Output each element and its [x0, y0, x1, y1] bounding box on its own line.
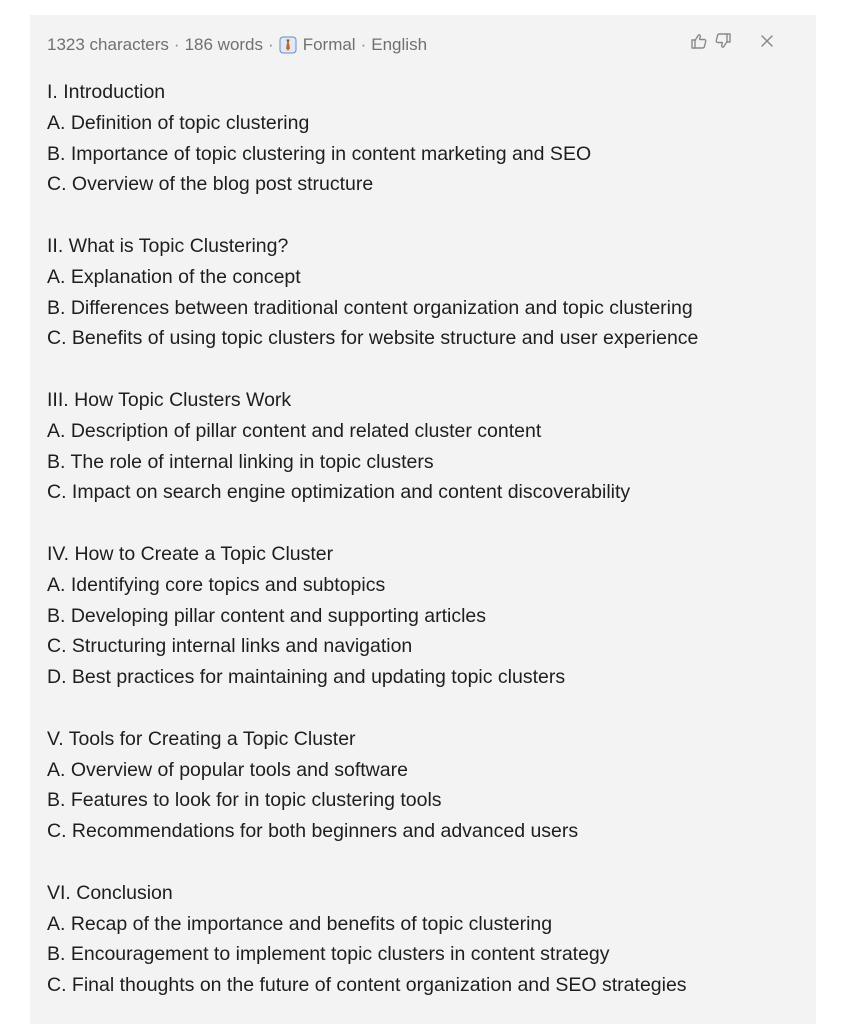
section-item: A. Description of pillar content and related cluster content: [47, 419, 542, 442]
section-item: B. Differences between traditional content organization and topic clustering: [47, 296, 693, 319]
close-icon: [760, 34, 774, 53]
section-item: C. Overview of the blog post structure: [47, 173, 374, 196]
section-item: B. Features to look for in topic clustering tools: [47, 789, 442, 812]
section-item: C. Structuring internal links and navigation: [47, 635, 413, 658]
character-count: 1323 characters: [47, 35, 169, 54]
section-item: C. Recommendations for both beginners and advanced users: [47, 820, 579, 843]
outline-section: [47, 539, 799, 693]
separator: ·: [173, 35, 180, 54]
tie-icon: [279, 36, 297, 54]
thumbs-up-icon: [690, 32, 708, 55]
outline-section: [47, 231, 799, 354]
language-label: English: [371, 35, 428, 54]
section-item: A. Overview of popular tools and software: [47, 758, 408, 781]
word-count: 186 words: [184, 35, 264, 54]
close-button[interactable]: [755, 31, 779, 55]
section-item: D. Best practices for maintaining and updating topic clusters: [47, 666, 566, 689]
text-stats: [47, 35, 427, 55]
thumbs-up-button[interactable]: [687, 31, 711, 55]
section-heading: I. Introduction: [47, 81, 166, 103]
result-panel: [30, 15, 816, 1024]
section-heading: VI. Conclusion: [47, 881, 173, 904]
section-heading: III. How Topic Clusters Work: [47, 388, 292, 411]
section-item: C. Benefits of using topic clusters for website structure and user experience: [47, 327, 699, 350]
outline-text: [47, 77, 799, 1001]
section-item: C. Impact on search engine optimization and content discoverability: [47, 481, 631, 504]
outline-section: [47, 878, 799, 1001]
section-item: B. Importance of topic clustering in content marketing and SEO: [47, 142, 592, 165]
section-item: B. Developing pillar content and supporting articles: [47, 604, 487, 627]
meta-bar: [47, 15, 799, 77]
outline-section: [47, 385, 799, 508]
outline-section: [47, 724, 799, 847]
section-item: A. Identifying core topics and subtopics: [47, 573, 386, 596]
thumbs-down-icon: [714, 32, 732, 55]
separator: ·: [360, 35, 367, 54]
section-item: A. Explanation of the concept: [47, 265, 301, 288]
section-item: B. The role of internal linking in topic clusters: [47, 450, 434, 473]
tone-label: Formal: [302, 35, 356, 54]
section-item: A. Definition of topic clustering: [47, 111, 310, 134]
feedback-actions: [687, 31, 779, 55]
section-item: C. Final thoughts on the future of content organization and SEO strategies: [47, 974, 687, 997]
thumbs-down-button[interactable]: [711, 31, 735, 55]
section-heading: II. What is Topic Clustering?: [47, 234, 289, 257]
section-heading: IV. How to Create a Topic Cluster: [47, 542, 334, 565]
section-item: A. Recap of the importance and benefits of topic clustering: [47, 912, 553, 935]
separator: ·: [268, 35, 274, 54]
section-heading: V. Tools for Creating a Topic Cluster: [47, 727, 356, 750]
section-item: B. Encouragement to implement topic clusters in content strategy: [47, 943, 610, 966]
outline-section: [47, 77, 799, 200]
